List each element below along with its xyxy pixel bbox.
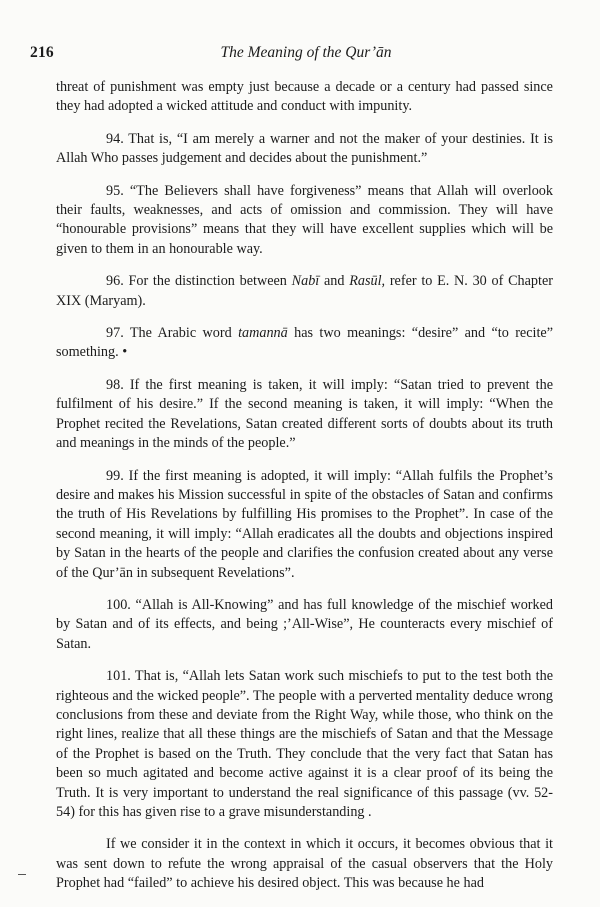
- note-96-text-after: refer to E. N. 30 of Chapter XIX (Maryam).: [56, 273, 553, 309]
- note-98: 98. If the first meaning is taken, it will imply: “Satan tried to prevent the fulfilment of his desire.” If the second meaning is taken, it will imply: “When the Prophet recited the Revelations, Satan created different sorts of doubts about its truth and meanings in the minds of the people.”: [56, 376, 553, 452]
- note-101: 101. That is, “Allah lets Satan work such mischiefs to put to the test both the righteous and the wicked people”. The people with a perverted mentality deduce wrong conclusions from these and deviate from the Right Way, while those, who think on the right lines, realize that all these things are the mischiefs of Satan and that the Message of the Prophet is based on the Truth. They conclude that the very fact that Satan has been so much agitated and become active against it is a clear proof of its being the Truth. It is very important to understand the real significance of this passage (vv. 52-54) for this has given rise to a grave misunderstanding .: [56, 668, 553, 820]
- term-nabi: Nabī: [291, 273, 320, 290]
- paragraph-continuation: threat of punishment was empty just because a decade or a century had passed since they had adopted a wicked attitude and conduct with impunity.: [56, 79, 553, 115]
- note-96-text-before: 96. For the distinction between: [106, 273, 292, 290]
- note-95: 95. “The Believers shall have forgiveness” means that Allah will overlook their faults, weaknesses, and acts of omission and commission. They will have “honourable provisions” means that they will have excellent supplies which will be given to them in an honourable way.: [56, 182, 553, 257]
- note-97-text-after: has two meanings: “desire” and “to recite” something. •: [56, 325, 554, 361]
- note-97-text-before: 97. The Arabic word: [106, 325, 239, 342]
- note-96-text-middle: and: [319, 273, 350, 290]
- running-title: The Meaning of the Qur’ān: [220, 44, 392, 61]
- note-99: 99. If the first meaning is adopted, it will imply: “Allah fulfils the Prophet’s desire and makes his Mission successful in spite of the obstacles of Satan and confirms the truth of His Revelations by fulfilling His promises to the Prophet”. In case of the second meaning, it will imply: “Allah eradicates all the doubts and objections inspired by Satan in the hearts of the people and clarifies the confusion created about any verse of the Qur’ān in subsequent Revelations”.: [56, 467, 553, 581]
- term-rasul: Rasūl,: [349, 273, 386, 290]
- note-100: 100. “Allah is All-Knowing” and has full knowledge of the mischief worked by Satan and of its effects, and being ;’All-Wise”, He counteracts every mischief of Satan.: [56, 596, 553, 652]
- note-97: [56, 324, 553, 363]
- paragraph-context: If we consider it in the context in which it occurs, it becomes obvious that it was sent down to refute the wrong appraisal of the casual observers that the Holy Prophet had “failed” to achieve his desired object. This was because he had: [56, 836, 553, 892]
- page-header: [30, 44, 562, 64]
- margin-mark: [18, 874, 26, 875]
- note-96: [56, 272, 553, 311]
- note-94: 94. That is, “I am merely a warner and not the maker of your destinies. It is Allah Who passes judgement and decides about the punishment.”: [56, 130, 553, 167]
- page-body: [56, 78, 553, 907]
- term-tamanna: tamannā: [238, 325, 288, 342]
- page-number: 216: [30, 44, 54, 61]
